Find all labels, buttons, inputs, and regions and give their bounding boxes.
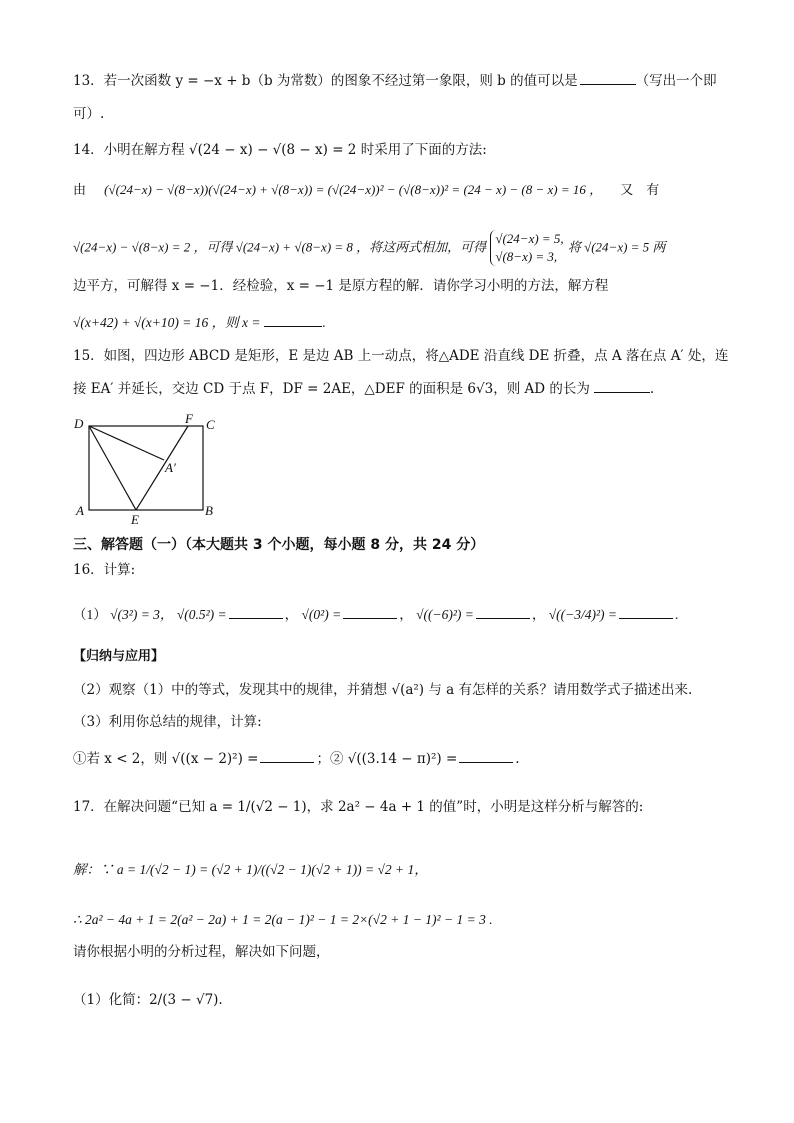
q14-equation-system	[490, 230, 563, 266]
q14-line5: 边平方，可解得 x = −1．经检验，x = −1 是原方程的解．请你学习小明的方法，解方程	[73, 278, 609, 294]
q17-solution-line2: ∴ 2a² − 4a + 1 = 2(a² − 2a) + 1 = 2(a − 1)² − 1 = 2×(√2 + 1 − 1)² − 1 = 3 .	[73, 912, 493, 927]
q17-line1: 17．在解决问题“已知 a = 1/(√2 − 1)，求 2a² − 4a + 1 的值”时，小明是这样分析与解答的:	[73, 799, 644, 815]
label-e: E	[131, 512, 139, 526]
q16-title: 16．计算:	[73, 562, 136, 578]
q13-text: 13．若一次函数 y = −x + b（b 为常数）的图象不经过第一象限，则 b 的值可以是	[73, 73, 578, 89]
q14-sum-text: √(24−x) − √(8−x) = 2 ，可得 √(24−x) + √(8−x) = 8 ，将这两式相加，可得	[73, 239, 487, 255]
q15-period: .	[649, 381, 655, 397]
q17-part1: （1）化简：2/(3 − √7).	[73, 992, 223, 1008]
q16-part3-items	[73, 748, 520, 769]
q13-answer-blank[interactable]	[580, 70, 636, 85]
q16-p1-d: √((−6)²) =	[416, 607, 474, 622]
label-f: F	[185, 412, 193, 426]
label-b: B	[205, 503, 213, 518]
q16-p3-blank-2[interactable]	[459, 748, 513, 763]
q16-p3-item2: ；② √((3.14 − π)²) =	[316, 751, 458, 767]
q16-p1-b: √(0.5²) =	[176, 607, 227, 622]
q15-text: 接 EA′ 并延长，交边 CD 于点 F，DF = 2AE，△DEF 的面积是 6√3，则 AD 的长为	[73, 381, 590, 397]
q16-part3: （3）利用你总结的规律，计算:	[73, 714, 262, 730]
q15-line1: 15．如图，四边形 ABCD 是矩形，E 是边 AB 上一动点，将△ADE 沿直线 DE 折叠，点 A 落在点 A′ 处，连	[73, 348, 729, 364]
label-c: C	[206, 417, 215, 432]
q14-equation: √(x+42) + √(x+10) = 16 ，则 x =	[73, 315, 261, 330]
segment-de	[89, 426, 136, 510]
q16-p1-blank-2[interactable]	[343, 604, 397, 619]
label-a: A	[76, 503, 84, 518]
label-d: D	[74, 416, 84, 431]
segment-da-prime	[89, 426, 164, 460]
q17-solution-line1: 解：∵ a = 1/(√2 − 1) = (√2 + 1)/((√2 − 1)(√2 + 1)) = √2 + 1，	[73, 862, 428, 877]
q13-line2: 可）.	[73, 106, 105, 122]
label-a-prime: A′	[165, 460, 176, 475]
q16-p1-blank-4[interactable]	[619, 604, 673, 619]
q14-system-eq1: √(24−x) = 5,	[495, 231, 564, 246]
q15-line2	[73, 378, 654, 399]
q16-part2: （2）观察（1）中的等式，发现其中的规律，并猜想 √(a²) 与 a 有怎样的关系？请用数学式子描述出来.	[73, 682, 693, 698]
q14-system-eq2: √(8−x) = 3,	[495, 249, 558, 264]
q14-line6	[73, 312, 326, 333]
q16-p3-blank-1[interactable]	[260, 748, 314, 763]
q14-square-text: 将 √(24−x) = 5 两	[567, 239, 666, 255]
q14-intro: 14．小明在解方程 √(24 − x) − √(8 − x) = 2 时采用了下面的方法:	[73, 142, 487, 158]
q14-identity: (√(24−x) − √(8−x))(√(24−x) + √(8−x)) = (√(24−x))² − (√(8−x))² = (24 − x) − (8 − x) = 16 ，	[104, 182, 603, 197]
q14-line3	[73, 180, 659, 201]
q16-part1: （1） √(3²) = 3， √(0.5²) = ， √(0²) = ， √((−6)²) = ， √((−3/4)²) = .	[73, 604, 678, 625]
q16-p3-period: .	[515, 751, 520, 767]
q14-answer-blank[interactable]	[264, 312, 322, 327]
q16-p1-e: √((−3/4)²) =	[548, 607, 618, 622]
q16-p1-label: （1）	[73, 607, 107, 622]
q16-p1-c: √(0²) =	[301, 607, 342, 622]
induction-application-tag: 【归纳与应用】	[73, 649, 165, 664]
segment-ef	[136, 426, 188, 510]
rectangle-abcd	[89, 426, 203, 510]
q15-answer-blank[interactable]	[594, 378, 650, 393]
q16-p1-blank-3[interactable]	[476, 604, 530, 619]
q14-suffix: 又 有	[620, 183, 660, 198]
q16-p1-example: √(3²) = 3，	[110, 607, 174, 622]
q16-p1-blank-1[interactable]	[229, 604, 283, 619]
q14-line4	[73, 230, 665, 266]
q14-prefix: 由	[73, 183, 87, 198]
rectangle-fold-figure	[72, 412, 220, 526]
q16-p3-item1: ①若 x < 2，则 √((x − 2)²) =	[73, 751, 259, 767]
q14-period: .	[322, 315, 326, 330]
section-heading: 三、解答题（一）（本大题共 3 个小题，每小题 8 分，共 24 分）	[73, 537, 485, 553]
q13-line1	[73, 70, 717, 91]
q13-text-tail: （写出一个即	[635, 73, 717, 89]
q17-line3: 请你根据小明的分析过程，解决如下问题，	[73, 944, 330, 960]
